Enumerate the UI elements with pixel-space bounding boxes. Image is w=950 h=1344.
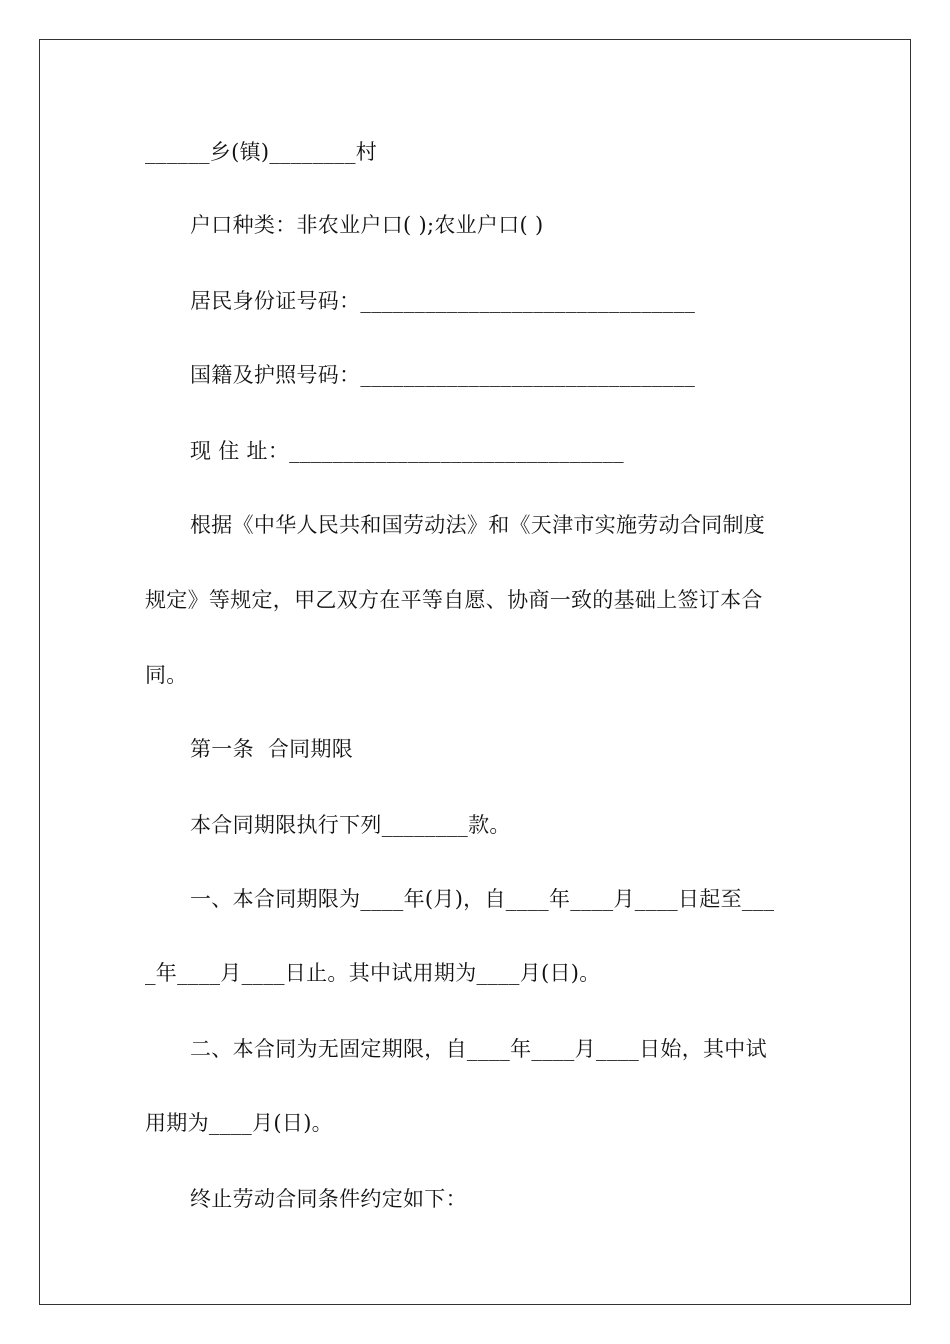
fixed-term-clause-line-2: _年____月____日止。其中试用期为____月(日)。 — [145, 961, 601, 985]
contract-term-clause-line: 本合同期限执行下列________款。 — [190, 813, 511, 837]
termination-conditions-line: 终止劳动合同条件约定如下： — [190, 1187, 467, 1211]
paragraph-legal-basis-line-1: 根据《中华人民共和国劳动法》和《天津市实施劳动合同制度 — [190, 513, 766, 537]
current-address-line: 现 住 址：_______________________________ — [190, 439, 624, 463]
article-one-heading: 第一条 合同期限 — [190, 737, 354, 761]
open-term-clause-line-1: 二、本合同为无固定期限，自____年____月____日始，其中试 — [190, 1037, 767, 1061]
open-term-clause-line-2: 用期为____月(日)。 — [145, 1111, 333, 1135]
fixed-term-clause-line-1: 一、本合同期限为____年(月)，自____年____月____日起至___ — [190, 887, 775, 911]
address-township-village-line: ______乡(镇)________村 — [145, 140, 378, 164]
paragraph-legal-basis-line-3: 同。 — [145, 663, 188, 687]
nationality-passport-line: 国籍及护照号码：_______________________________ — [190, 363, 696, 387]
paragraph-legal-basis-line-2: 规定》等规定，甲乙双方在平等自愿、协商一致的基础上签订本合 — [145, 588, 763, 612]
household-type-line: 户口种类：非农业户口( );农业户口( ) — [190, 213, 544, 237]
id-number-line: 居民身份证号码：_______________________________ — [190, 289, 696, 313]
